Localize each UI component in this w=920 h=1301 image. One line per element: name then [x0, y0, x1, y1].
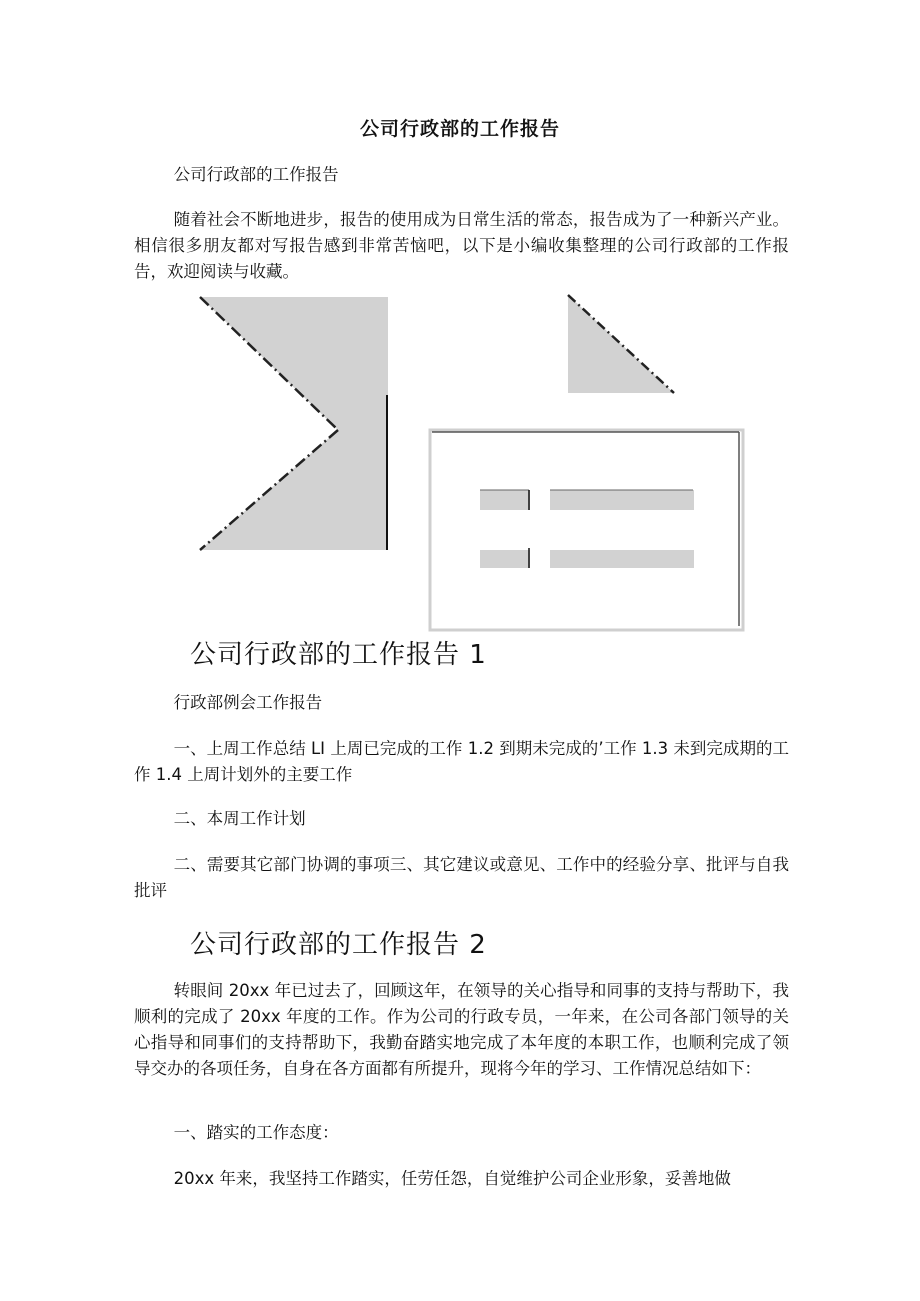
- section1-paragraph-3: 二、需要其它部门协调的事项三、其它建议或意见、工作中的经验分享、批评与自我批评: [134, 855, 789, 900]
- intro-paragraph: 随着社会不断地进步，报告的使用成为日常生活的常态，报告成为了一种新兴产业。相信很多朋友都对写报告感到非常苦恼吧，以下是小编收集整理的公司行政部的工作报告，欢迎阅读与收藏。: [134, 210, 789, 281]
- section2-paragraph-2: 一、踏实的工作态度：: [173, 1123, 339, 1142]
- section1-paragraph-2: 二、本周工作计划: [173, 809, 306, 828]
- chevron-shape: [200, 297, 388, 550]
- decorative-graphic: [190, 290, 750, 635]
- form-box-shape: [430, 430, 743, 630]
- section2-paragraph-1: 转眼间 20xx 年已过去了，回顾这年，在领导的关心指导和同事的支持与帮助下，我顺利的完成了 20xx 年度的工作。作为公司的行政专员，一年来，在公司各部门领导的关心指导和同事们的支持帮助下，我勤奋踏实地完成了本年度的本职工作，也顺利完成了领导交办的各项任务，自身在各方面都有所提升，现将今年的学习、工作情况总结如下：: [134, 981, 789, 1078]
- section1-heading: 公司行政部的工作报告 1: [190, 640, 487, 670]
- section1-paragraph-1: 一、上周工作总结 LI 上周已完成的工作 1.2 到期未完成的’工作 1.3 未到完成期的工作 1.4 上周计划外的主要工作: [134, 739, 789, 784]
- page-title: 公司行政部的工作报告: [359, 118, 560, 140]
- section2-paragraph-3: 20xx 年来，我坚持工作踏实，任劳任怨，自觉维护公司企业形象，妥善地做: [173, 1169, 731, 1188]
- document-subtitle: 公司行政部的工作报告: [173, 165, 339, 184]
- section2-heading: 公司行政部的工作报告 2: [190, 930, 487, 960]
- section1-subheading: 行政部例会工作报告: [173, 693, 323, 712]
